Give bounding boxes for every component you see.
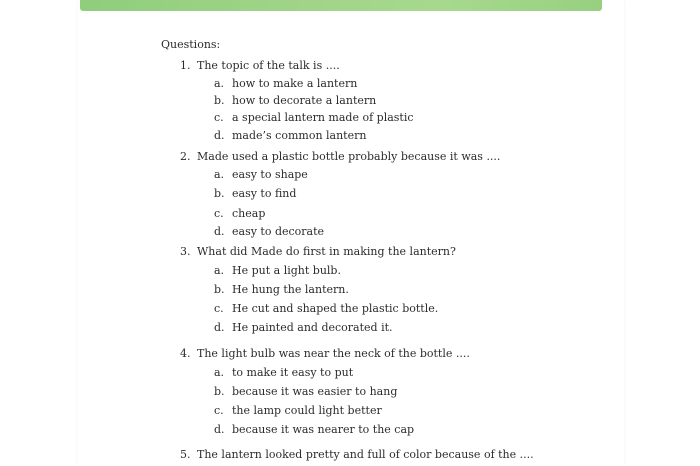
option-letter: a. — [214, 77, 225, 90]
option-text: a special lantern made of plastic — [232, 111, 414, 124]
option-letter: b. — [214, 385, 225, 398]
questions-heading: Questions: — [161, 38, 221, 51]
option-text: cheap — [232, 207, 266, 220]
option-letter: c. — [214, 404, 224, 417]
question-number: 2. — [180, 150, 191, 163]
question-text: What did Made do first in making the lantern? — [197, 245, 456, 258]
question-text: The topic of the talk is .... — [197, 59, 340, 72]
question-number: 5. — [180, 448, 191, 461]
option-text: made’s common lantern — [232, 129, 367, 142]
question-text: The lantern looked pretty and full of color because of the .... — [197, 448, 534, 461]
question-text: Made used a plastic bottle probably because it was .... — [197, 150, 501, 163]
question-number: 1. — [180, 59, 191, 72]
question-text: The light bulb was near the neck of the bottle .... — [197, 347, 470, 360]
option-text: easy to shape — [232, 168, 308, 181]
option-text: to make it easy to put — [232, 366, 354, 379]
question-number: 3. — [180, 245, 191, 258]
option-letter: d. — [214, 225, 225, 238]
option-letter: c. — [214, 111, 224, 124]
option-letter: b. — [214, 94, 225, 107]
option-text: how to make a lantern — [232, 77, 358, 90]
option-text: because it was nearer to the cap — [232, 423, 415, 436]
option-text: He put a light bulb. — [232, 264, 341, 277]
option-text: easy to find — [232, 187, 297, 200]
option-letter: a. — [214, 168, 225, 181]
option-text: the lamp could light better — [232, 404, 382, 417]
option-letter: d. — [214, 321, 225, 334]
option-text: He painted and decorated it. — [232, 321, 393, 334]
option-letter: b. — [214, 283, 225, 296]
option-letter: c. — [214, 302, 224, 315]
question-number: 4. — [180, 347, 191, 360]
option-letter: d. — [214, 423, 225, 436]
option-letter: b. — [214, 187, 225, 200]
option-text: easy to decorate — [232, 225, 325, 238]
option-letter: a. — [214, 366, 225, 379]
option-letter: d. — [214, 129, 225, 142]
option-text: He cut and shaped the plastic bottle. — [232, 302, 439, 315]
option-text: how to decorate a lantern — [232, 94, 377, 107]
option-letter: c. — [214, 207, 224, 220]
option-text: because it was easier to hang — [232, 385, 398, 398]
option-letter: a. — [214, 264, 225, 277]
option-text: He hung the lantern. — [232, 283, 349, 296]
